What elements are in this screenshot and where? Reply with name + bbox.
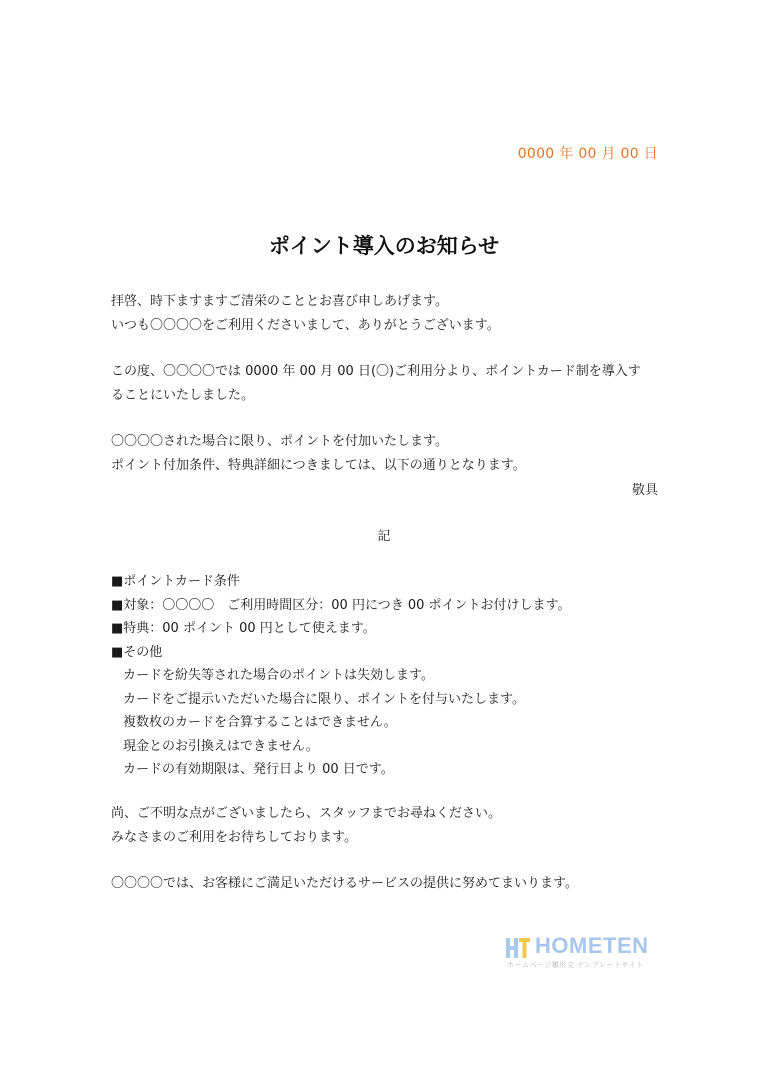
conditions-other-item: カードの有効期限は、発行日より 00 日です。 [123,762,394,777]
conditions-other-item: カードをご提示いただいた場合に限り、ポイントを付与いたします。 [123,691,525,707]
greeting-line: 拝啓、時下ますますご清栄のこととお喜び申しあげます。 [111,294,448,309]
points-line: 〇〇〇〇された場合に限り、ポイントを付加いたします。 [111,434,448,449]
closing-word: 敬具 [631,483,658,498]
notes-line: 尚、ご不明な点がございましたら、スタッフまでお尋ねください。 [111,806,502,821]
intro-line: ることにいたしました。 [111,387,255,403]
conditions-heading: ■ポイントカード条件 [111,574,240,589]
logo-tagline: ホームページ雛形文 テンプレートサイト [507,961,644,969]
hometen-logo [505,933,655,971]
document-date: 0000 年 00 月 00 日 [517,146,658,162]
final-paragraph [111,872,663,896]
ki-marker: 記 [377,529,391,544]
points-paragraph [111,430,663,477]
conditions-section [111,570,663,782]
intro-paragraph [111,360,663,407]
logo-wordmark: HOMETEN [535,933,649,958]
document-title: ポイント導入のお知らせ [268,233,500,258]
conditions-target: ■対象：〇〇〇〇 ご利用時間区分：00 円につき 00 ポイントお付けします。 [111,597,571,613]
conditions-other-heading: ■その他 [111,644,163,660]
notes-line: みなさまのご利用をお待ちしております。 [111,829,357,845]
conditions-other-item: カードを紛失等された場合のポイントは失効します。 [123,668,434,683]
points-line: ポイント付加条件、特典詳細につきましては、以下の通りとなります。 [111,457,526,473]
intro-line: この度、〇〇〇〇では 0000 年 00 月 00 日(〇)ご利用分より、ポイントカード制を導入す [111,364,641,379]
hometen-logo-icon [505,935,531,959]
notes-paragraph [111,802,663,849]
greeting-paragraph [111,290,663,337]
conditions-other-item: 現金とのお引換えはできません。 [123,738,319,754]
final-line: 〇〇〇〇では、お客様にご満足いただけるサービスの提供に努めてまいります。 [111,876,578,891]
conditions-other-item: 複数枚のカードを合算することはできません。 [123,715,397,730]
conditions-benefit: ■特典：00 ポイント 00 円として使えます。 [111,621,376,636]
greeting-line: いつも〇〇〇〇をご利用くださいまして、ありがとうございます。 [111,317,500,333]
